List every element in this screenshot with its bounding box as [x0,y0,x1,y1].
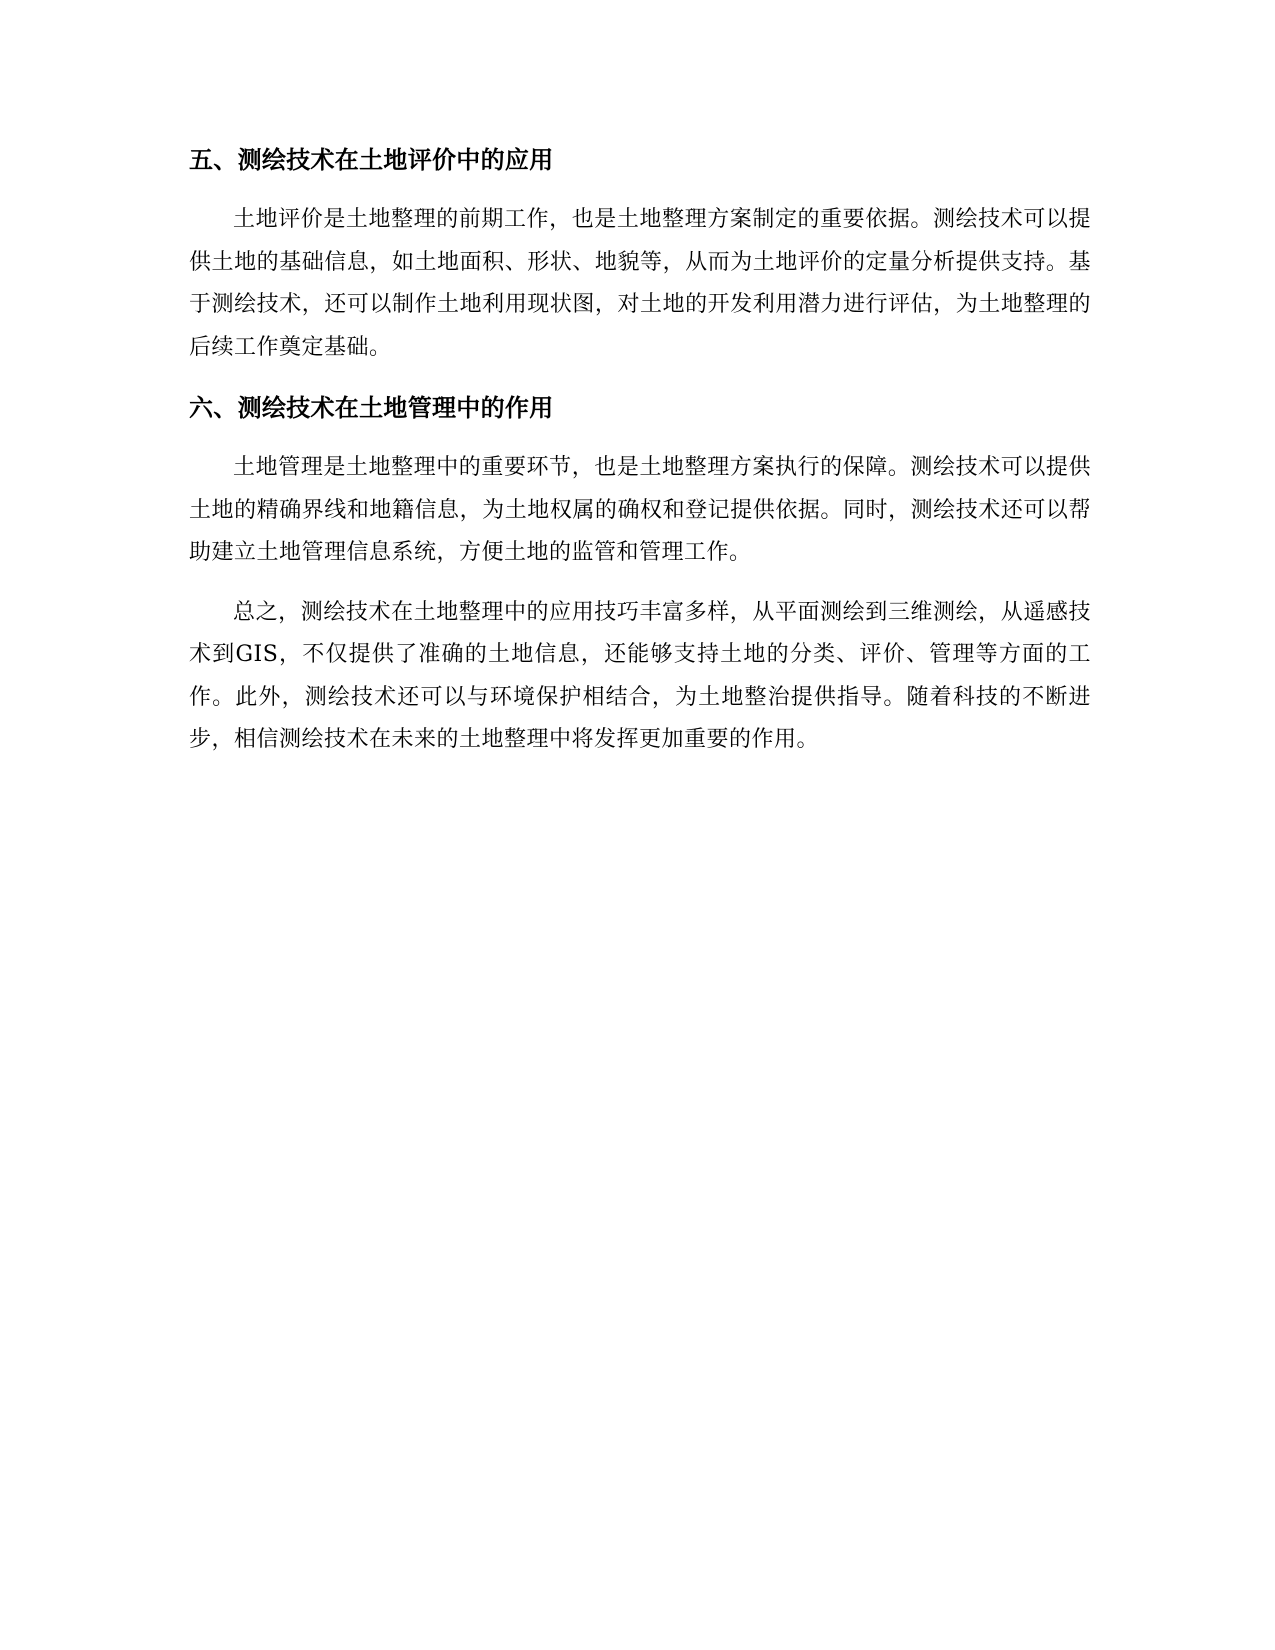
section-paragraph-land-evaluation: 土地评价是土地整理的前期工作，也是土地整理方案制定的重要依据。测绘技术可以提供土地的基础信息，如土地面积、形状、地貌等，从而为土地评价的定量分析提供支持。基于测绘技术，还可以制作土地利用现状图，对土地的开发利用潜力进行评估，为土地整理的后续工作奠定基础。 [189,207,1091,360]
document-body [189,143,1091,762]
section-heading-land-evaluation: 五、测绘技术在土地评价中的应用 [189,146,554,174]
section-paragraph-land-management: 土地管理是土地整理中的重要环节，也是土地整理方案执行的保障。测绘技术可以提供土地的精确界线和地籍信息，为土地权属的确权和登记提供依据。同时，测绘技术还可以帮助建立土地管理信息系统，方便土地的监管和管理工作。 [189,455,1091,565]
conclusion-paragraph: 总之，测绘技术在土地整理中的应用技巧丰富多样，从平面测绘到三维测绘，从遥感技术到GIS，不仅提供了准确的土地信息，还能够支持土地的分类、评价、管理等方面的工作。此外，测绘技术还可以与环境保护相结合，为土地整治提供指导。随着科技的不断进步，相信测绘技术在未来的土地整理中将发挥更加重要的作用。 [189,599,1091,752]
section-heading-land-management: 六、测绘技术在土地管理中的作用 [189,394,554,422]
